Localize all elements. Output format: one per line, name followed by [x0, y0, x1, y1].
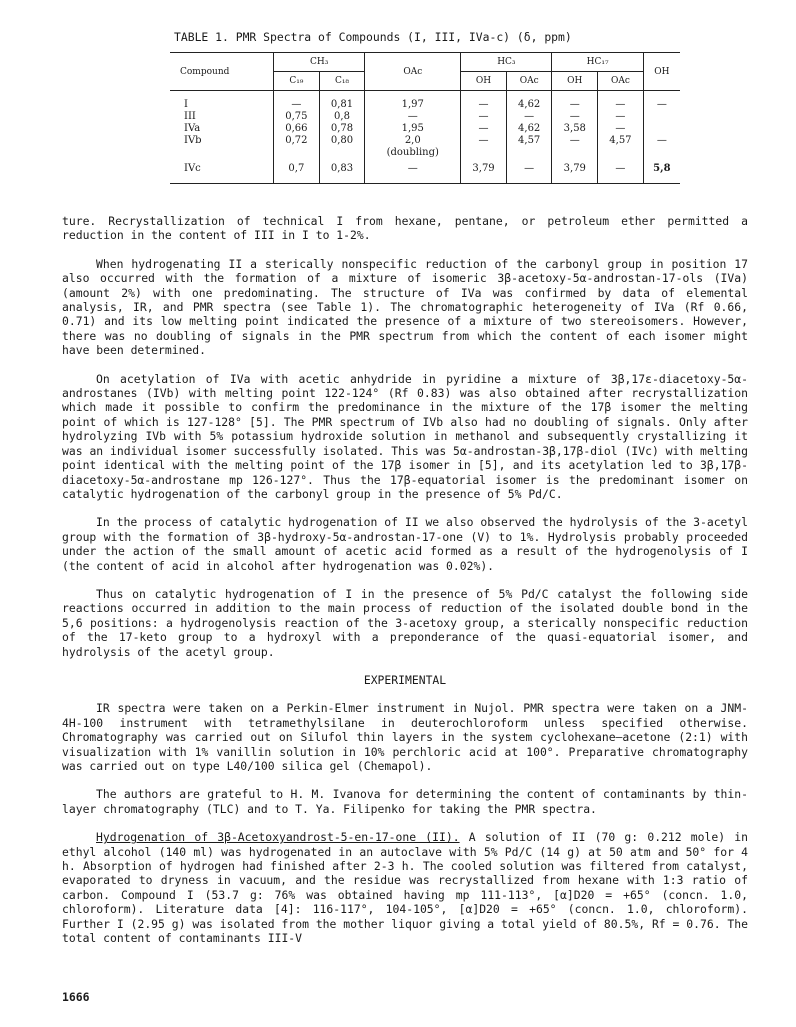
- header-oac: OAc: [365, 53, 461, 91]
- page-number: 1666: [62, 990, 90, 1004]
- section-heading: EXPERIMENTAL: [363, 672, 447, 687]
- paragraph: On acetylation of IVa with acetic anhydride in pyridine a mixture of 3β,17ε-diacetoxy-5α-androstanes (IVb) with melting point 122-124° (Rf 0.83) was also obtained after recrystallization which made it possible to confirm the predominance in the mixture of the 17β isomer the melting point of which is 127-128° [5]. The PMR spectrum of IVb also had no doubling of signals. Only after hydrolyzing IVb with 5% potassium hydroxide solution in methanol and subsequently crystallizing it was an individual isomer successfully isolated. This was 5α-androstan-3β,17β-diol (IVc) with melting point identical with the melting point of the 17β isomer in [5], and its acetylation led to 3β,17β-diacetoxy-5α-androstane mp 126-127°. Thus the 17β-equatorial isomer is the predominant isomer on catalytic hydrogenation of the carbonyl group in the presence of 5% Pd/C.: [62, 371, 748, 501]
- paragraph: IR spectra were taken on a Perkin-Elmer instrument in Nujol. PMR spectra were taken on a JNM-4H-100 instrument with tetramethylsilane in deuterochloroform unless specified otherwise. Chromatography was carried out on Silufol thin layers in the system cyclohexane–acetone (2:1) with visualization with 1% vanillin solution in 10% perchloric acid at 100°. Preparative chromatography was carried out on type L40/100 silica gel (Chemapol).: [62, 701, 748, 773]
- table-cell: 0,7: [274, 159, 320, 183]
- header-c19: C₁₉: [274, 72, 320, 91]
- table-cell: 1,97 — 1,95 2,0 (doubling): [365, 91, 461, 160]
- header-oh: OH: [643, 53, 680, 91]
- paragraph: The authors are grateful to H. M. Ivanova for determining the content of contaminants by thin-layer chromatography (TLC) and to T. Ya. Filipenko for taking the PMR spectra.: [62, 787, 748, 816]
- table-cell: 0,83: [319, 159, 365, 183]
- table-cell: — —: [643, 91, 680, 160]
- table-cell: 0,81 0,8 0,78 0,80: [319, 91, 365, 160]
- header-hc3-oh: OH: [461, 72, 507, 91]
- table-cell: 3,79: [552, 159, 598, 183]
- table-cell: 4,62 — 4,62 4,57: [506, 91, 552, 160]
- table-cell: — — — 4,57: [598, 91, 644, 160]
- header-hc3: HC₃: [461, 53, 552, 72]
- header-compound: Compound: [170, 53, 274, 91]
- table-cell: IVc: [170, 159, 274, 183]
- table-cell: —: [506, 159, 552, 183]
- table-cell: —: [365, 159, 461, 183]
- table-cell: — — — —: [461, 91, 507, 160]
- body-text: [62, 214, 748, 945]
- table-cell: —: [598, 159, 644, 183]
- table-cell: 3,79: [461, 159, 507, 183]
- paragraph: [62, 830, 748, 945]
- header-hc17-oh: OH: [552, 72, 598, 91]
- pmr-table: [170, 52, 680, 184]
- procedure-title: Hydrogenation of 3β-Acetoxyandrost-5-en-17-one (II).: [96, 830, 460, 845]
- paragraph: When hydrogenating II a sterically nonspecific reduction of the carbonyl group in position 17 also occurred with the formation of a mixture of isomeric 3β-acetoxy-5α-androstan-17-ols (IVa) (amount 2%) with one predominating. The structure of IVa was confirmed by data of elemental analysis, IR, and PMR spectra (see Table 1). The chromatographic heterogeneity of IVa (Rf 0.66, 0.71) and its low melting point indicated the presence of a mixture of two stereoisomers. However, there was no doubling of signals in the PMR spectrum from which the content of each isomer might have been determined.: [62, 256, 748, 358]
- header-hc3-oac: OAc: [506, 72, 552, 91]
- header-ch3: CH₃: [274, 53, 365, 72]
- header-c18: C₁₈: [319, 72, 365, 91]
- paragraph: Thus on catalytic hydrogenation of I in the presence of 5% Pd/C catalyst the following side reactions occurred in addition to the main process of reduction of the isolated double bond in the 5,6 positions: a hydrogenolysis reaction of the 3-acetoxy group, a sterically nonspecific reduction of the 17-keto group to a hydroxyl with a preponderance of the quasi-equatorial isomer, and hydrolysis of the acetyl group.: [62, 586, 748, 659]
- paragraph: ture. Recrystallization of technical I from hexane, pentane, or petroleum ether permitted a reduction in the content of III in I to 1-2%.: [62, 214, 748, 243]
- procedure-body: A solution of II (70 g: 0.212 mole) in ethyl alcohol (140 ml) was hydrogenated in an autoclave with 5% Pd/C (14 g) at 50 atm and 50° for 4 h. Absorption of hydrogen had finished after 2-3 h. The cooled solution was filtered from catalyst, evaporated to dryness in vacuum, and the residue was recrystallized from hexane with 1:3 ratio of carbon. Compound I (53.7 g: 76% was obtained having mp 111-113°, [α]D20 = +65° (concn. 1.0, chloroform). Literature data [4]: 116-117°, 104-105°, [α]D20 = +65° (concn. 1.0, chloroform). Further I (2.95 g) was isolated from the mother liquor giving a total yield of 80.5%, Rf = 0.76. The total content of contaminants III-V: [62, 830, 748, 946]
- header-hc17-oac: OAc: [598, 72, 644, 91]
- paragraph: In the process of catalytic hydrogenation of II we also observed the hydrolysis of the 3-acetyl group with the formation of 3β-hydroxy-5α-androstan-17-one (V) to 1%. Hydrolysis probably proceeded under the action of the small amount of acetic acid formed as a result of the hydrogenolysis of I (the content of acid in alcohol after hydrogenation was 0.02%).: [62, 515, 748, 573]
- table-cell: 5,8: [643, 159, 680, 183]
- header-hc17: HC₁₇: [552, 53, 643, 72]
- table-cell: — 0,75 0,66 0,72: [274, 91, 320, 160]
- table-cell: I III IVa IVb: [170, 91, 274, 160]
- table-cell: — — 3,58 —: [552, 91, 598, 160]
- table-caption: TABLE 1. PMR Spectra of Compounds (I, III, IVa-c) (δ, ppm): [174, 30, 572, 44]
